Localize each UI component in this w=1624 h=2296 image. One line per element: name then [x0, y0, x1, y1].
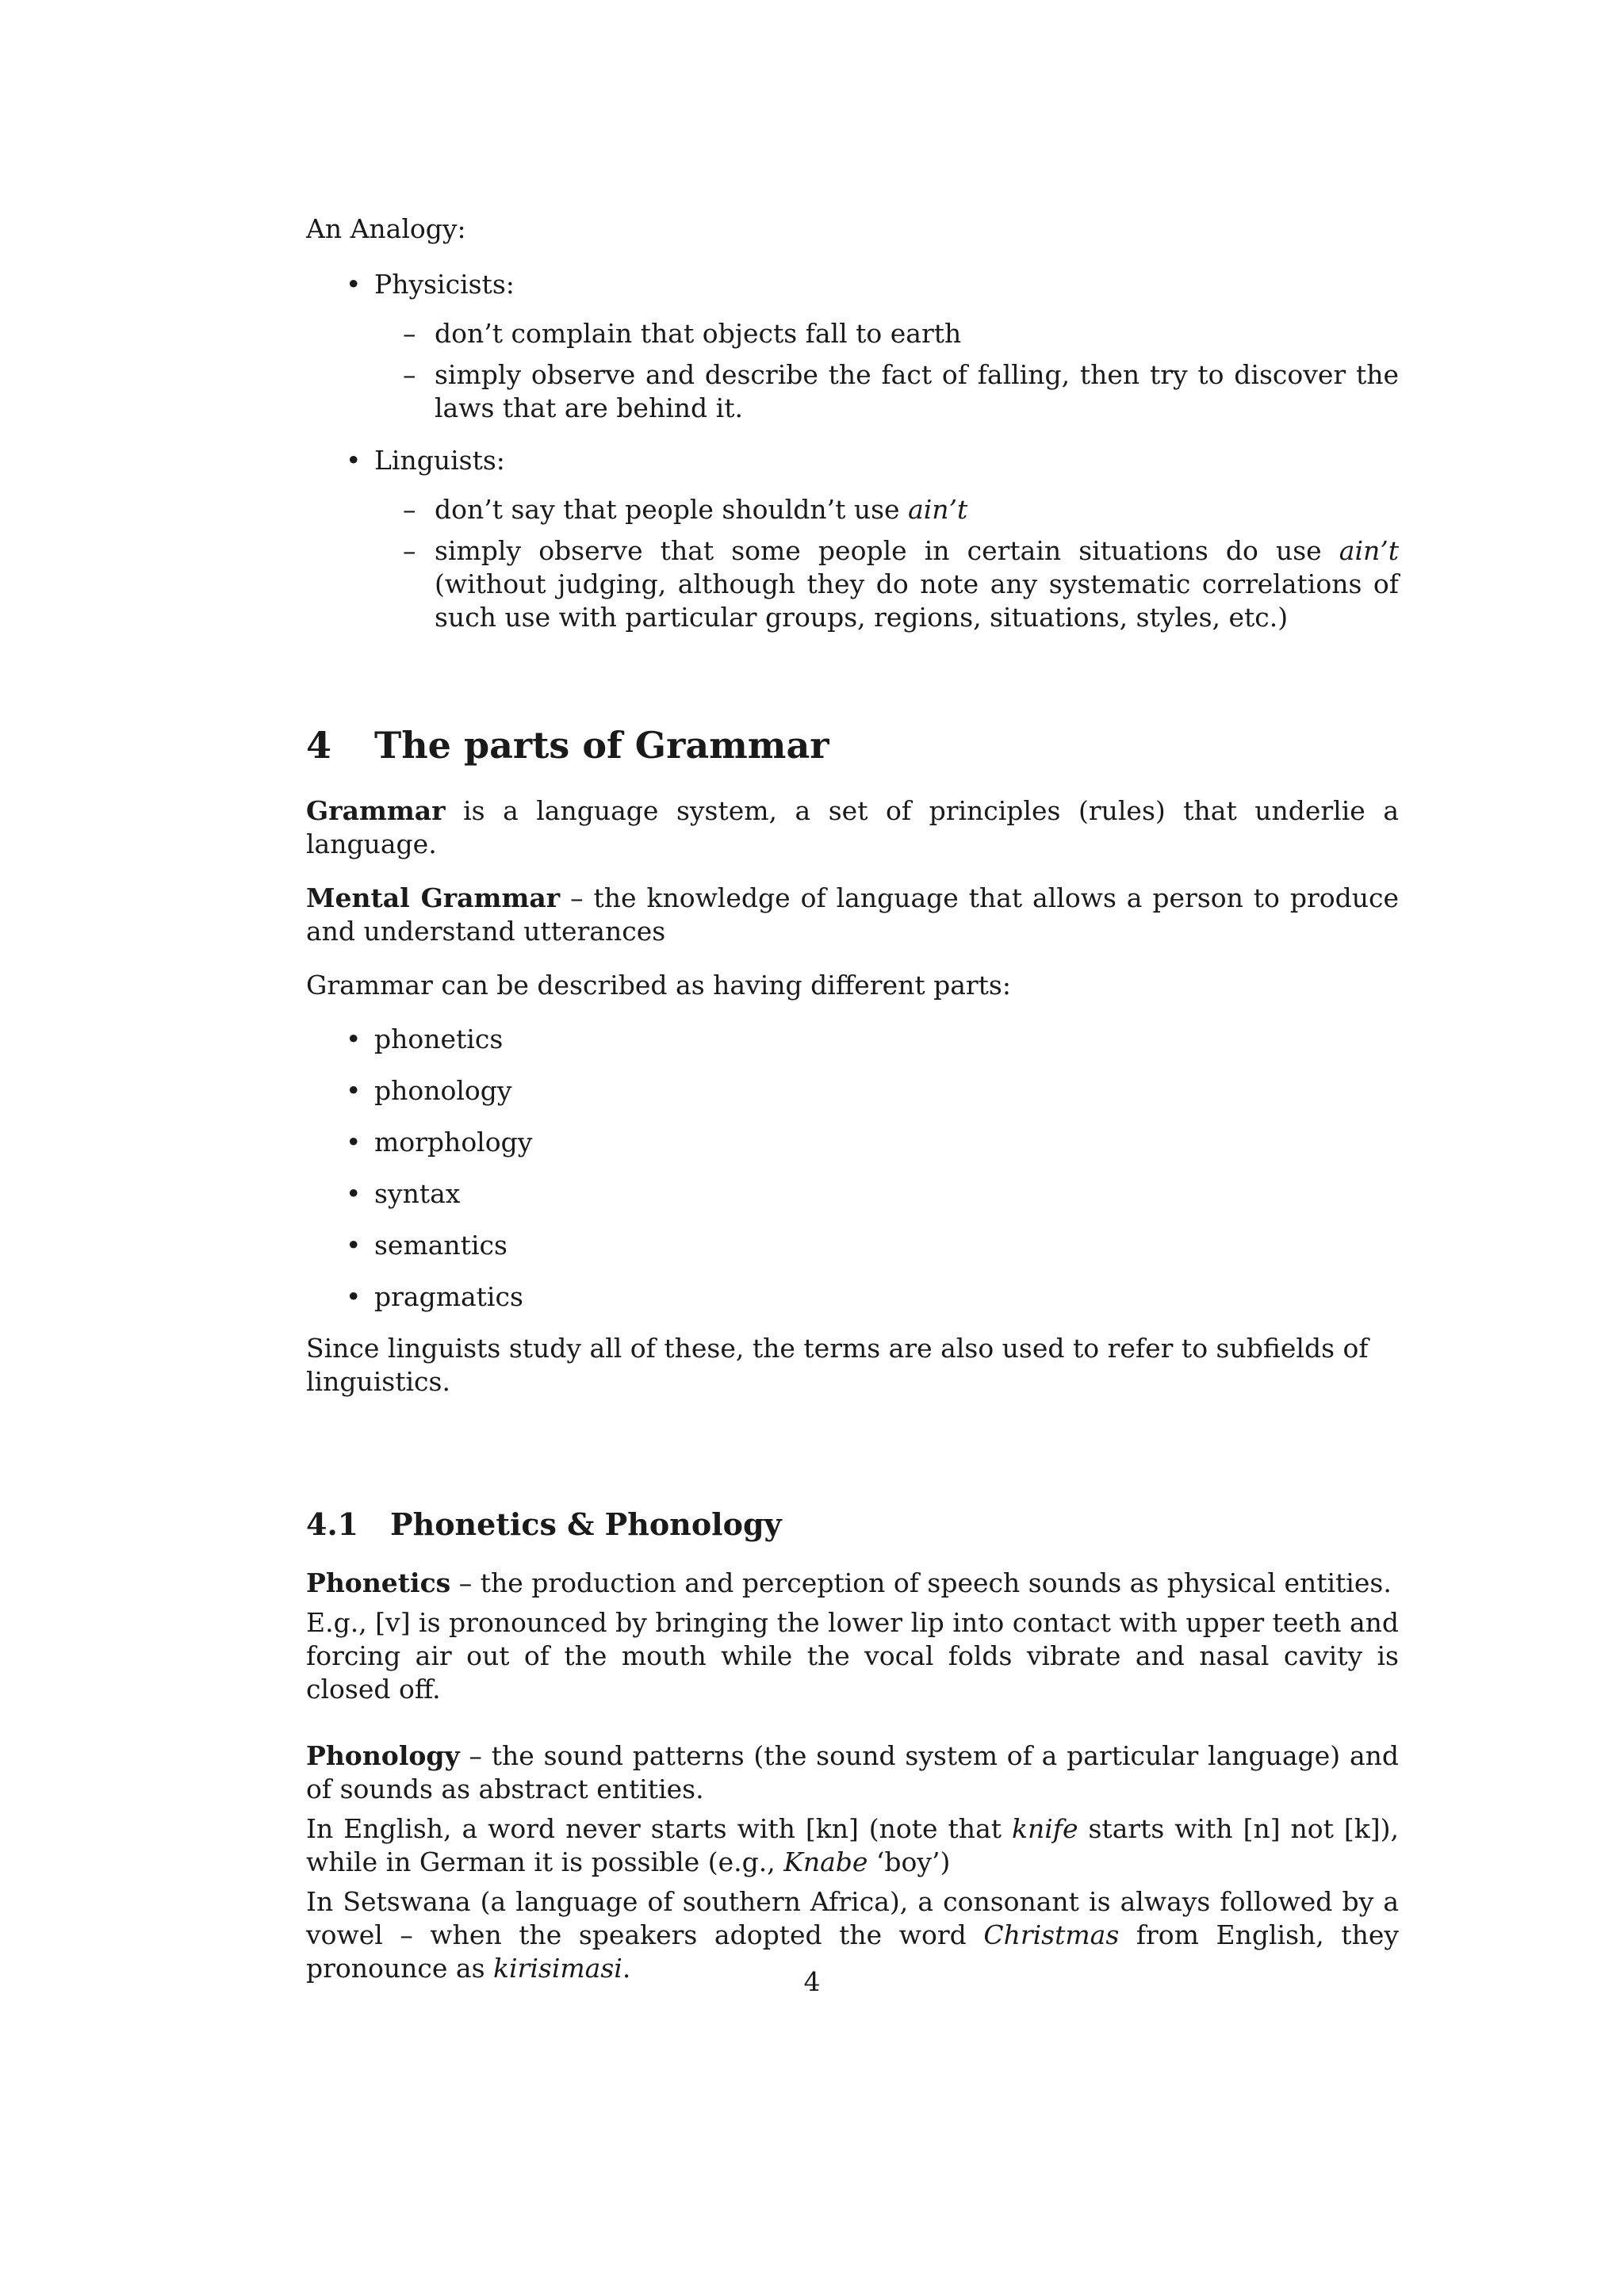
bullet-icon: • [346, 1127, 362, 1158]
section-number: 4 [306, 724, 332, 767]
bullet-icon: • [346, 1178, 362, 1209]
emphasis: Christmas [983, 1919, 1120, 1950]
list-item-text: simply observe that some people in certain situations do use [435, 535, 1339, 566]
dash-icon: – [403, 318, 416, 349]
subsection-heading [306, 1506, 1399, 1543]
list-item [306, 1229, 1399, 1262]
list-item [374, 317, 1399, 350]
bullet-icon: • [346, 445, 362, 476]
linguists-sublist [374, 493, 1399, 634]
list-item-text: don’t say that people shouldn’t use [435, 494, 909, 525]
phonetics-example: E.g., [v] is pronounced by bringing the lower lip into contact with upper teeth and forcing air out of the mouth while the vocal folds vibrate and nasal cavity is closed off. [306, 1607, 1399, 1705]
list-item [306, 1280, 1399, 1314]
list-item-text: morphology [374, 1127, 533, 1158]
example-text: from English, they pronounce as [306, 1919, 1399, 1984]
example-text: In English, a word never starts with [kn] (note that [306, 1813, 1012, 1844]
bullet-icon: • [346, 1075, 362, 1106]
english-example [306, 1812, 1399, 1879]
grammar-parts-list [306, 1023, 1399, 1314]
list-item-text: simply observe and describe the fact of falling, then try to discover the laws that are behind it. [435, 359, 1399, 423]
subsection-title: Phonetics & Phonology [390, 1506, 782, 1542]
definition-text: – the production and perception of speech sounds as physical entities. [450, 1567, 1392, 1598]
list-item-text: (without judging, although they do note any systematic correlations of such use with particular groups, regions, situations, styles, etc.) [435, 568, 1399, 633]
example-text: . [622, 1953, 631, 1984]
bullet-icon: • [346, 1024, 362, 1054]
group-label: Physicists: [374, 269, 515, 300]
parts-closing: Since linguists study all of these, the terms are also used to refer to subfields of linguistics. [306, 1333, 1369, 1397]
list-item [306, 1074, 1399, 1108]
list-item-text: semantics [374, 1230, 508, 1261]
section-heading [306, 723, 1399, 767]
list-item [306, 1177, 1399, 1211]
definition-text: – the knowledge of language that allows a person to produce and understand utterances [306, 882, 1399, 947]
analogy-group-linguists [306, 444, 1399, 634]
page-content [306, 212, 1399, 1985]
list-item-text: syntax [374, 1178, 461, 1209]
emphasis: ain’t [1339, 535, 1399, 566]
page-number: 4 [803, 1966, 821, 1997]
term: Mental Grammar [306, 882, 561, 913]
emphasis: knife [1011, 1813, 1078, 1844]
bullet-icon: • [346, 1281, 362, 1312]
mental-grammar-definition [306, 882, 1399, 948]
list-item [306, 1126, 1399, 1159]
parts-intro: Grammar can be described as having different parts: [306, 970, 1011, 1001]
grammar-definition [306, 794, 1399, 861]
group-label: Linguists: [374, 445, 505, 476]
term: Phonetics [306, 1567, 451, 1598]
list-item [374, 358, 1399, 425]
dash-icon: – [403, 535, 416, 566]
emphasis: Knabe [783, 1846, 868, 1877]
example-text: starts with [n] not [k]), while in German it is possible (e.g., [306, 1813, 1399, 1877]
analogy-group-physicists [306, 268, 1399, 425]
phonetics-definition [306, 1567, 1399, 1600]
list-item [374, 493, 1399, 526]
term: Phonology [306, 1740, 460, 1771]
example-text: In Setswana (a language of southern Africa), a consonant is always followed by a vowel – when the speakers adopted the word [306, 1886, 1399, 1950]
physicists-sublist [374, 317, 1399, 425]
analogy-list [306, 268, 1399, 634]
dash-icon: – [403, 494, 416, 525]
subsection-number: 4.1 [306, 1506, 359, 1542]
definition-text: – the sound patterns (the sound system of a particular language) and of sounds as abstract entities. [306, 1740, 1399, 1804]
section-title: The parts of Grammar [374, 724, 829, 767]
emphasis: ain’t [908, 494, 968, 525]
dash-icon: – [403, 359, 416, 390]
definition-text: is a language system, a set of principles (rules) that underlie a language. [306, 795, 1399, 859]
bullet-icon: • [346, 269, 362, 300]
analogy-intro: An Analogy: [306, 213, 466, 244]
bullet-icon: • [346, 1230, 362, 1261]
list-item-text: pragmatics [374, 1281, 523, 1312]
list-item-text: phonology [374, 1075, 512, 1106]
list-item-text: phonetics [374, 1024, 504, 1054]
emphasis: kirisimasi [493, 1953, 622, 1984]
example-text: ‘boy’) [868, 1846, 951, 1877]
phonology-definition [306, 1739, 1399, 1806]
term: Grammar [306, 795, 446, 826]
list-item [374, 534, 1399, 634]
list-item-text: don’t complain that objects fall to earth [435, 318, 962, 349]
list-item [306, 1023, 1399, 1056]
